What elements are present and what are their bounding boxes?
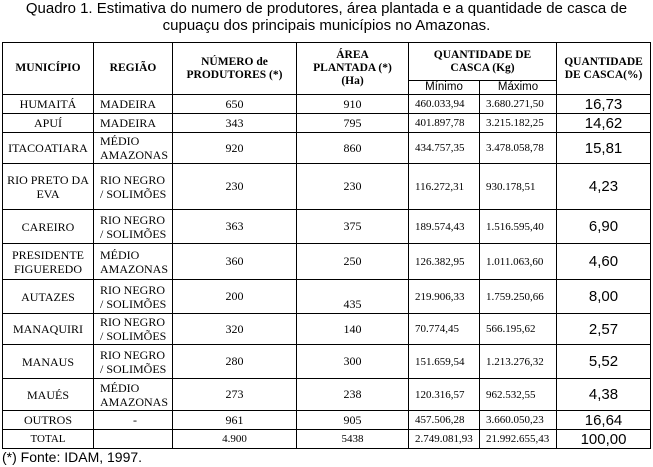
cell-casca-maximo: 1.516.595,40	[480, 210, 557, 244]
caption-line-2: cupuaçu dos principais municípios no Amazonas.	[162, 17, 491, 34]
cell-casca-minimo: 460.033,94	[409, 95, 480, 114]
table-body	[3, 95, 651, 430]
table-caption	[0, 0, 653, 34]
cell-numero-produtores: 320	[173, 314, 297, 345]
cell-regiao	[94, 133, 173, 164]
cell-municipio	[3, 314, 94, 345]
header-pct-line-1: QUANTIDADE	[564, 55, 643, 68]
cell-casca-minimo: 70.774,45	[409, 314, 480, 345]
header-quantidade-casca-pct	[557, 43, 651, 95]
cell-municipio	[3, 411, 94, 430]
cell-municipio	[3, 95, 94, 114]
cell-regiao-line: / SOLIMÕES	[100, 186, 167, 201]
cell-regiao-line: MADEIRA	[100, 116, 156, 130]
cell-numero-produtores: 650	[173, 95, 297, 114]
cell-casca-maximo: 3.680.271,50	[480, 95, 557, 114]
cell-municipio-line: MANAQUIRI	[13, 322, 83, 336]
cell-casca-minimo: 120.316,57	[409, 379, 480, 411]
table-row	[3, 95, 651, 114]
cell-casca-pct: 2,57	[557, 314, 651, 345]
cell-regiao-line: AMAZONAS	[100, 394, 169, 409]
total-label: TOTAL	[3, 430, 94, 449]
cell-casca-minimo: 126.382,95	[409, 244, 480, 280]
cell-area-plantada: 910	[297, 95, 409, 114]
total-num: 4.900	[173, 430, 297, 449]
header-area-line-1: ÁREA	[336, 49, 369, 61]
cell-casca-minimo: 401.897,78	[409, 114, 480, 133]
cell-numero-produtores: 363	[173, 210, 297, 244]
caption-line-1: Quadro 1. Estimativa do numero de produtores, área plantada e a quantidade de casca de	[25, 0, 628, 17]
cell-casca-maximo: 1.011.063,60	[480, 244, 557, 280]
cell-area-plantada: 300	[297, 345, 409, 379]
total-regiao	[94, 430, 173, 449]
header-municipio: MUNICÍPIO	[3, 43, 94, 95]
table-row	[3, 133, 651, 164]
table-row	[3, 244, 651, 280]
table-row	[3, 164, 651, 210]
cell-municipio	[3, 164, 94, 210]
cell-municipio-line: MAUÉS	[26, 387, 69, 402]
cell-municipio-line: AUTAZES	[21, 289, 75, 304]
cell-regiao-line: -	[133, 413, 137, 427]
header-maximo: Máximo	[480, 81, 557, 95]
data-table	[2, 42, 651, 449]
cell-casca-maximo: 566.195,62	[480, 314, 557, 345]
cell-area-plantada: 905	[297, 411, 409, 430]
cell-regiao	[94, 379, 173, 411]
cell-municipio-line: PRESIDENTE	[12, 247, 84, 262]
cell-numero-produtores: 273	[173, 379, 297, 411]
cell-casca-minimo: 116.272,31	[409, 164, 480, 210]
cell-regiao	[94, 114, 173, 133]
header-numero-produtores	[173, 43, 297, 95]
total-min: 2.749.081,93	[409, 430, 480, 449]
cell-casca-maximo: 3.215.182,25	[480, 114, 557, 133]
table-row	[3, 114, 651, 133]
cell-regiao	[94, 95, 173, 114]
cell-casca-minimo: 457.506,28	[409, 411, 480, 430]
cell-casca-minimo: 434.757,35	[409, 133, 480, 164]
cell-municipio-line: MANAUS	[21, 354, 74, 369]
cell-casca-minimo: 189.574,43	[409, 210, 480, 244]
cell-municipio-line: RIO PRETO DA	[7, 172, 89, 187]
cell-numero-produtores: 280	[173, 345, 297, 379]
cell-municipio	[3, 133, 94, 164]
cell-casca-minimo: 151.659,54	[409, 345, 480, 379]
cell-regiao-line: AMAZONAS	[100, 261, 169, 276]
table-row	[3, 411, 651, 430]
table-row	[3, 345, 651, 379]
cell-casca-pct: 8,00	[557, 280, 651, 314]
cell-casca-maximo: 1.213.276,32	[480, 345, 557, 379]
cell-casca-pct: 15,81	[557, 133, 651, 164]
header-area-line-2: PLANTADA (*)	[313, 62, 392, 74]
cell-numero-produtores: 961	[173, 411, 297, 430]
cell-area-plantada: 230	[297, 164, 409, 210]
cell-regiao-line: RIO NEGRO	[100, 172, 165, 187]
cell-casca-pct: 4,38	[557, 379, 651, 411]
cell-regiao-line: / SOLIMÕES	[100, 226, 167, 241]
header-quantidade-casca-kg	[409, 43, 557, 81]
source-footnote: (*) Fonte: IDAM, 1997.	[2, 449, 143, 465]
cell-area-plantada: 795	[297, 114, 409, 133]
header-area-plantada	[297, 43, 409, 95]
cell-municipio	[3, 114, 94, 133]
cell-casca-pct: 16,64	[557, 411, 651, 430]
cell-regiao	[94, 411, 173, 430]
cell-numero-produtores: 200	[173, 280, 297, 314]
cell-numero-produtores: 920	[173, 133, 297, 164]
cell-regiao	[94, 164, 173, 210]
cell-municipio-line: ITACOATIARA	[8, 141, 88, 155]
cell-regiao	[94, 210, 173, 244]
cell-casca-maximo: 3.660.050,23	[480, 411, 557, 430]
cell-casca-maximo: 1.759.250,66	[480, 280, 557, 314]
header-numero-line-1: NÚMERO de	[201, 55, 268, 68]
cell-casca-maximo: 3.478.058,78	[480, 133, 557, 164]
cell-regiao-line: MÉDIO	[100, 380, 140, 395]
cell-regiao	[94, 314, 173, 345]
cell-area-plantada: 140	[297, 314, 409, 345]
cell-regiao-line: AMAZONAS	[100, 148, 169, 162]
cell-regiao	[94, 280, 173, 314]
total-pct: 100,00	[557, 430, 651, 449]
cell-municipio-line: OUTROS	[23, 413, 72, 427]
cell-regiao-line: MÉDIO	[100, 134, 140, 148]
cell-casca-pct: 4,60	[557, 244, 651, 280]
cell-regiao-line: RIO NEGRO	[100, 347, 165, 362]
total-row	[3, 430, 651, 449]
total-max: 21.992.655,43	[480, 430, 557, 449]
cell-regiao-line: / SOLIMÕES	[100, 296, 167, 311]
header-pct-line-2: DE CASCA(%)	[564, 68, 643, 81]
cell-regiao-line: RIO NEGRO	[100, 212, 165, 227]
cell-municipio-line: APUÍ	[33, 116, 62, 130]
cell-municipio-line: HUMAITÁ	[19, 97, 77, 111]
cell-casca-pct: 6,90	[557, 210, 651, 244]
cell-numero-produtores: 343	[173, 114, 297, 133]
cell-municipio	[3, 244, 94, 280]
header-minimo: Mínimo	[409, 81, 480, 95]
cell-municipio	[3, 280, 94, 314]
cell-regiao-line: MÉDIO	[100, 247, 140, 262]
table-row	[3, 210, 651, 244]
cell-regiao-line: / SOLIMÕES	[100, 361, 167, 376]
cell-regiao-line: RIO NEGRO	[100, 282, 165, 297]
cell-area-plantada: 250	[297, 244, 409, 280]
header-area-line-3: (Ha)	[341, 75, 364, 87]
cell-regiao-line: / SOLIMÕES	[100, 329, 167, 343]
cell-casca-pct: 16,73	[557, 95, 651, 114]
cell-casca-pct: 14,62	[557, 114, 651, 133]
table-row	[3, 280, 651, 314]
header-qtd-line-2: CASCA (Kg)	[450, 61, 515, 74]
cell-casca-maximo: 962.532,55	[480, 379, 557, 411]
cell-municipio	[3, 210, 94, 244]
cell-numero-produtores: 360	[173, 244, 297, 280]
cell-numero-produtores: 230	[173, 164, 297, 210]
header-qtd-line-1: QUANTIDADE DE	[433, 48, 532, 61]
cell-municipio-line: FIGUEREDO	[14, 261, 82, 276]
table-row	[3, 314, 651, 345]
table-row	[3, 379, 651, 411]
cell-area-plantada: 375	[297, 210, 409, 244]
cell-municipio-line: EVA	[36, 186, 60, 201]
cell-municipio	[3, 345, 94, 379]
cell-regiao	[94, 244, 173, 280]
cell-area-plantada: 435	[297, 280, 409, 314]
total-area: 5438	[297, 430, 409, 449]
cell-casca-minimo: 219.906,33	[409, 280, 480, 314]
cell-casca-pct: 5,52	[557, 345, 651, 379]
cell-municipio	[3, 379, 94, 411]
cell-municipio-line: CAREIRO	[21, 219, 75, 234]
cell-area-plantada: 238	[297, 379, 409, 411]
cell-regiao	[94, 345, 173, 379]
header-numero-line-2: PRODUTORES (*)	[186, 68, 283, 81]
cell-regiao-line: MADEIRA	[100, 97, 156, 111]
cell-casca-maximo: 930.178,51	[480, 164, 557, 210]
cell-casca-pct: 4,23	[557, 164, 651, 210]
header-regiao: REGIÃO	[94, 43, 173, 95]
cell-area-plantada: 860	[297, 133, 409, 164]
cell-regiao-line: RIO NEGRO	[100, 315, 165, 329]
